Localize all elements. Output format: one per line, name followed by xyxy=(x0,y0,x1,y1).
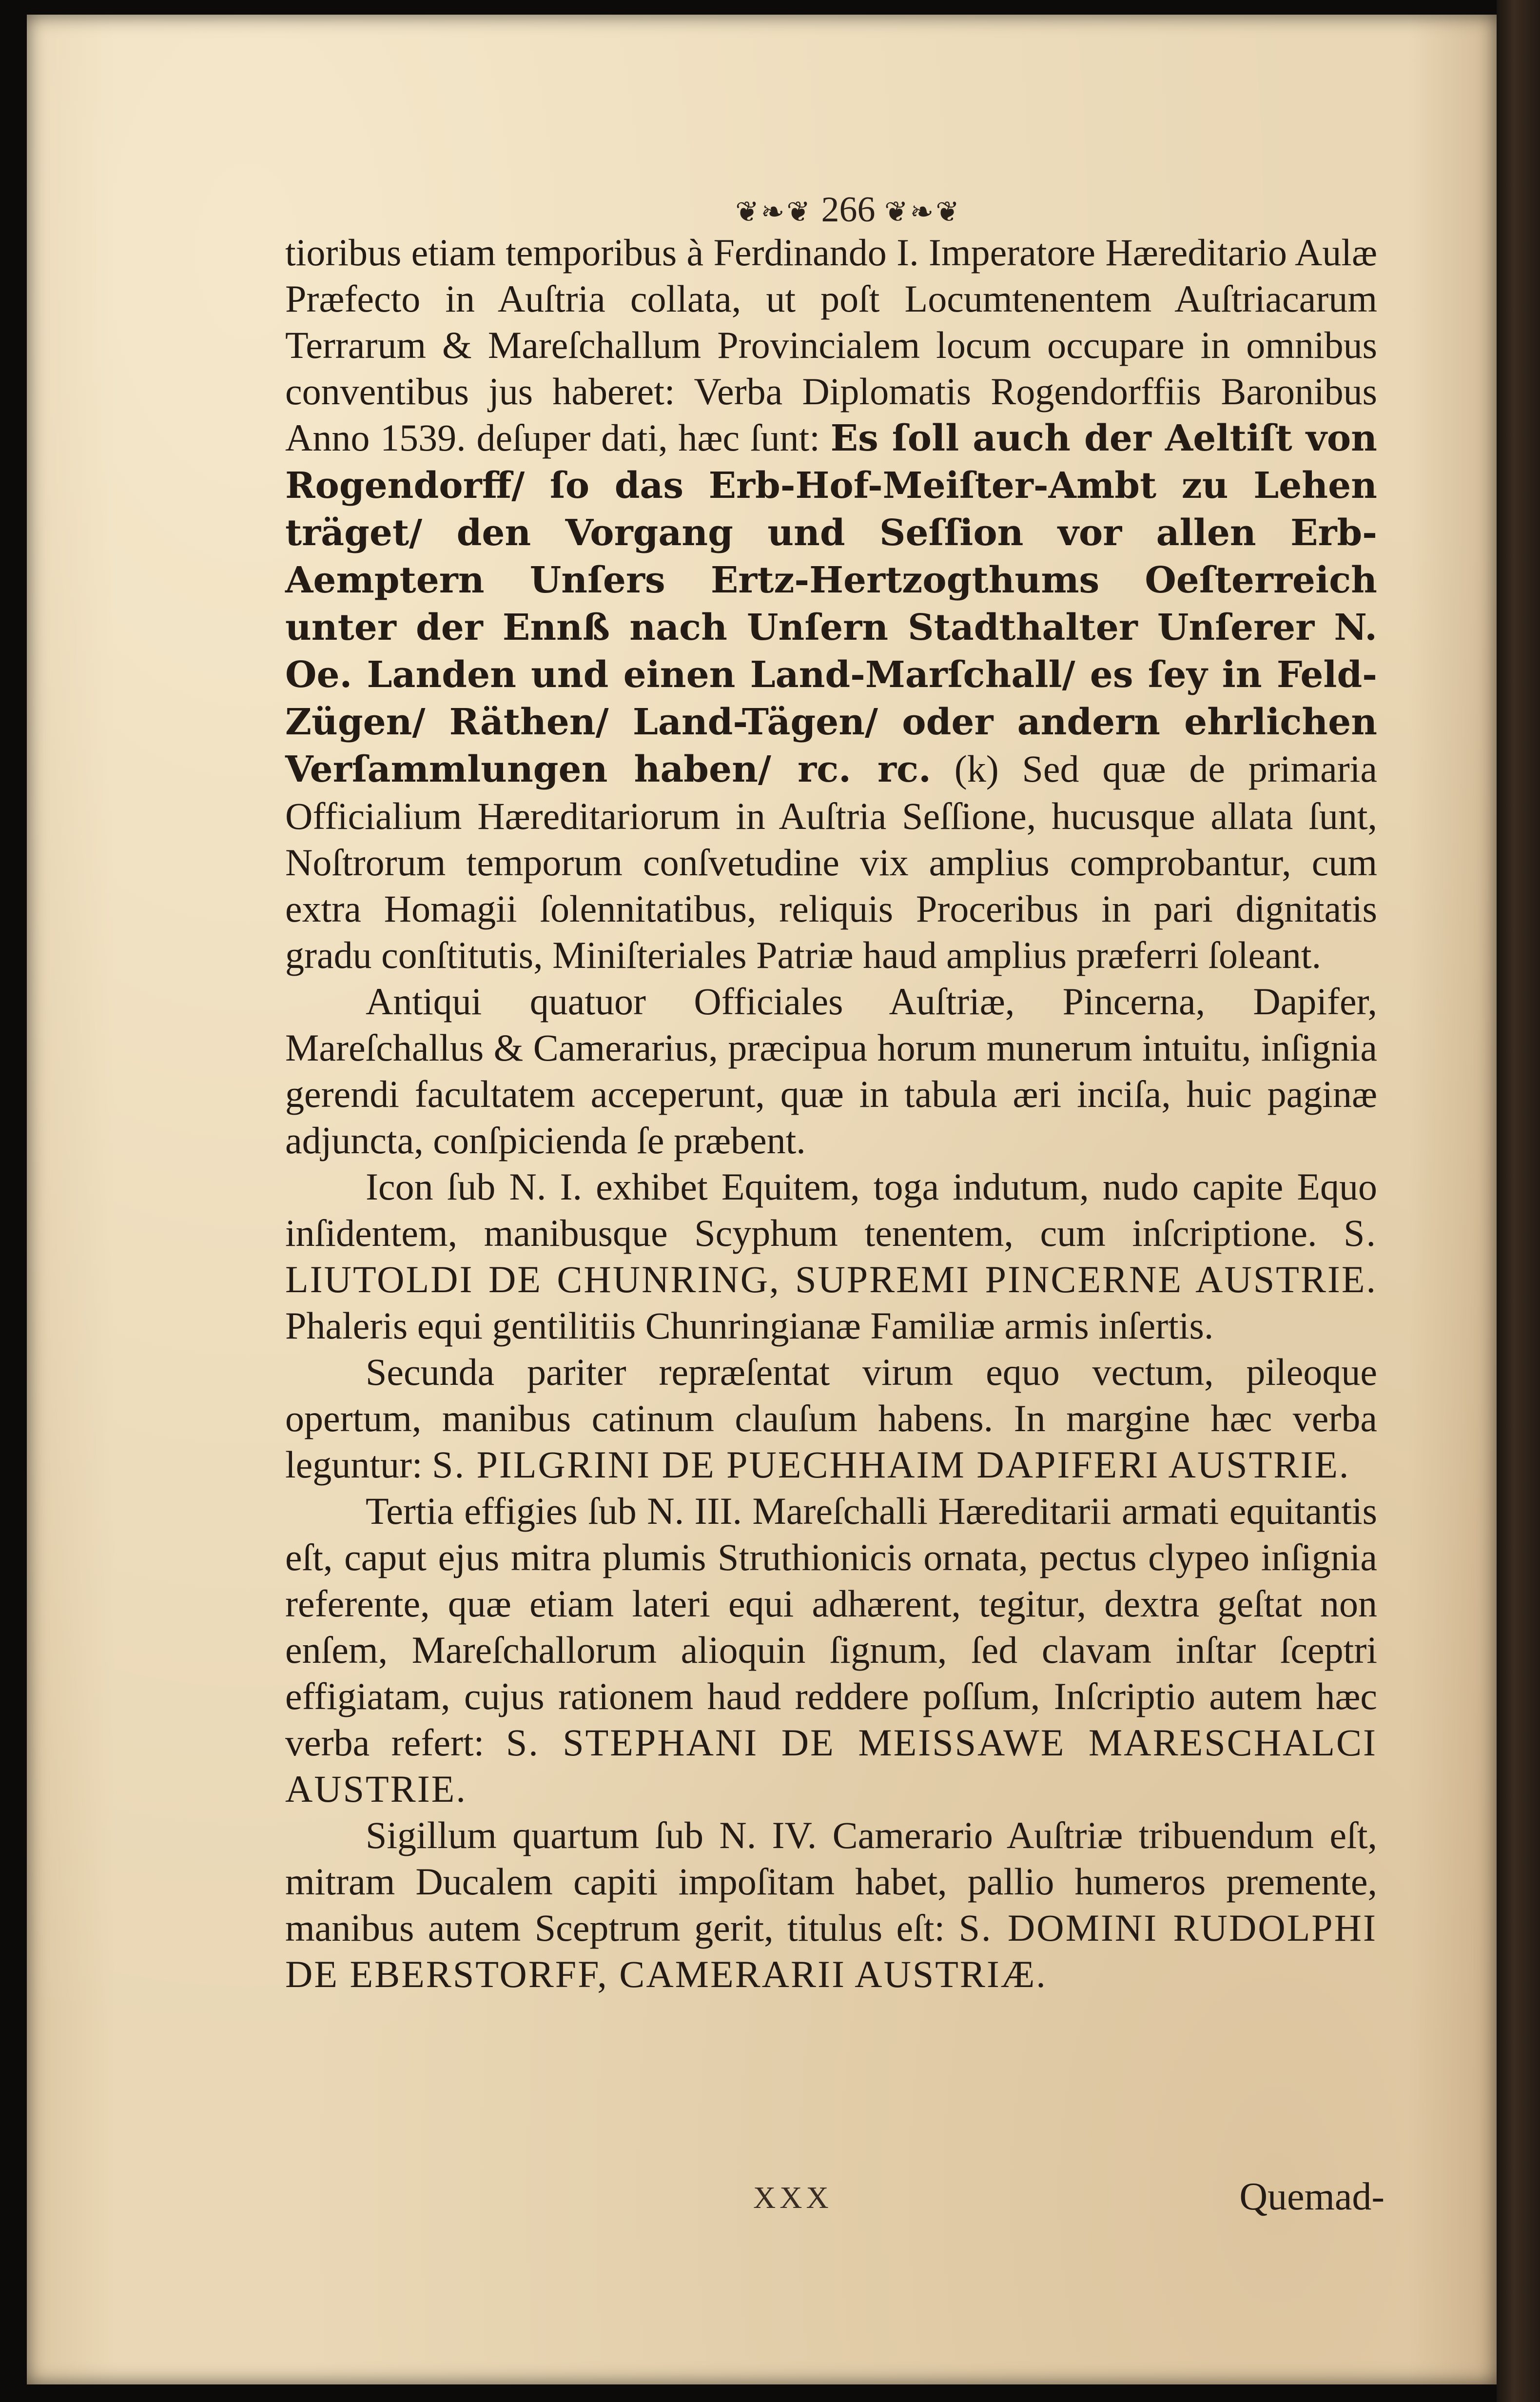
seal-inscription: S. STEPHANI DE MEISSAWE MARESCHALCI AUSTRIE. xyxy=(285,1721,1377,1810)
latin-text: Sigillum quartum ſub N. IV. Camerario Auſtriæ tribuendum eſt, mitram Ducalem capiti impoſitam habet, pallio humeros premente, manibus autem Sceptrum gerit, titulus eſt: xyxy=(285,1814,1377,1949)
paragraph-1 xyxy=(285,229,1377,978)
paragraph-4 xyxy=(285,1349,1377,1488)
body-text xyxy=(285,229,1377,1997)
page-number: 266 xyxy=(821,190,876,230)
signature-mark: XXX xyxy=(753,2180,833,2215)
latin-text: Icon ſub N. I. exhibet Equitem, toga indutum, nudo capite Equo inſidentem, manibusque Scyphum tenentem, cum inſcriptione. xyxy=(285,1165,1377,1254)
latin-text: Antiqui quatuor Officiales Auſtriæ, Pincerna, Dapifer, Mareſchallus & Camerarius, præcipua horum munerum intuitu, inſignia gerendi facultatem acceperunt, quæ in tabula æri inciſa, huic paginæ adjuncta, conſpicienda ſe præbent. xyxy=(285,980,1377,1162)
latin-text: Phaleris equi gentilitiis Chunringianæ Familiæ armis inſertis. xyxy=(285,1304,1214,1347)
ornament-left-icon: ❦❧❦ xyxy=(735,196,812,228)
ornament-right-icon: ❦❧❦ xyxy=(884,196,961,228)
latin-text: Tertia effigies ſub N. III. Mareſchalli Hæreditarii armati equitantis eſt, caput ejus mitra plumis Struthionicis ornata, pectus clypeo inſignia referente, quæ etiam lateri equi adhærent, tegitur, dextra geſtat non enſem, Mareſchallorum alioquin ſignum, ſed clavam inſtar ſceptri effigiatam, cujus rationem haud reddere poſſum, Inſcriptio autem hæc verba refert: xyxy=(285,1490,1377,1764)
paragraph-5 xyxy=(285,1488,1377,1812)
blackletter-quotation: Es ſoll auch der Aeltiſt von Rogendorff/ ſo das Erb-Hof-Meiſter-Ambt zu Lehen träget/ den Vorgang und Seſſion vor allen Erb-Aemptern Unſers Ertz-Hertzogthums Oeſterreich unter der Ennß nach Unſern Stadthalter Unſerer N. Oe. Landen und einen Land-Marſchall/ es ſey in Feld-Zügen/ Räthen/ Land-Tägen/ oder andern ehrlichen Verſammlungen haben/ rc. rc. xyxy=(285,417,1377,790)
paragraph-2 xyxy=(285,978,1377,1163)
seal-inscription: S. DOMINI RUDOLPHI DE EBERSTORFF, CAMERARII AUSTRIÆ. xyxy=(285,1907,1377,1995)
page-header xyxy=(678,188,1019,232)
binding-edge xyxy=(1497,0,1540,2402)
latin-text: Secunda pariter repræſentat virum equo vectum, pileoque opertum, manibus catinum clauſum habens. In margine hæc verba leguntur: xyxy=(285,1351,1377,1486)
seal-inscription: S. PILGRINI DE PUECHHAIM DAPIFERI AUSTRIE. xyxy=(432,1443,1350,1486)
latin-text: (k) Sed quæ de primaria Officialium Hæreditariorum in Auſtria Seſſione, hucusque allata ſunt, Noſtrorum temporum conſvetudine vix amplius comprobantur, cum extra Homagii ſolennitatibus, reliquis Proceribus in pari dignitatis gradu conſtitutis, Miniſteriales Patriæ haud amplius præferri ſoleant. xyxy=(285,748,1378,976)
catchword: Quemad- xyxy=(1239,2175,1384,2218)
paragraph-6 xyxy=(285,1812,1377,1997)
latin-text: tioribus etiam temporibus à Ferdinando I. Imperatore Hæreditario Aulæ Præfecto in Auſtria collata, ut poſt Locumtenentem Auſtriacarum Terrarum & Mareſchallum Provincialem locum occupare in omnibus conventibus jus haberet: Verba Diplomatis Rogendorffiis Baronibus Anno 1539. deſuper dati, hæc ſunt: xyxy=(285,231,1377,459)
seal-inscription: S. LIUTOLDI DE CHUNRING, SUPREMI PINCERNE AUSTRIE. xyxy=(285,1212,1377,1300)
paragraph-3 xyxy=(285,1163,1377,1349)
